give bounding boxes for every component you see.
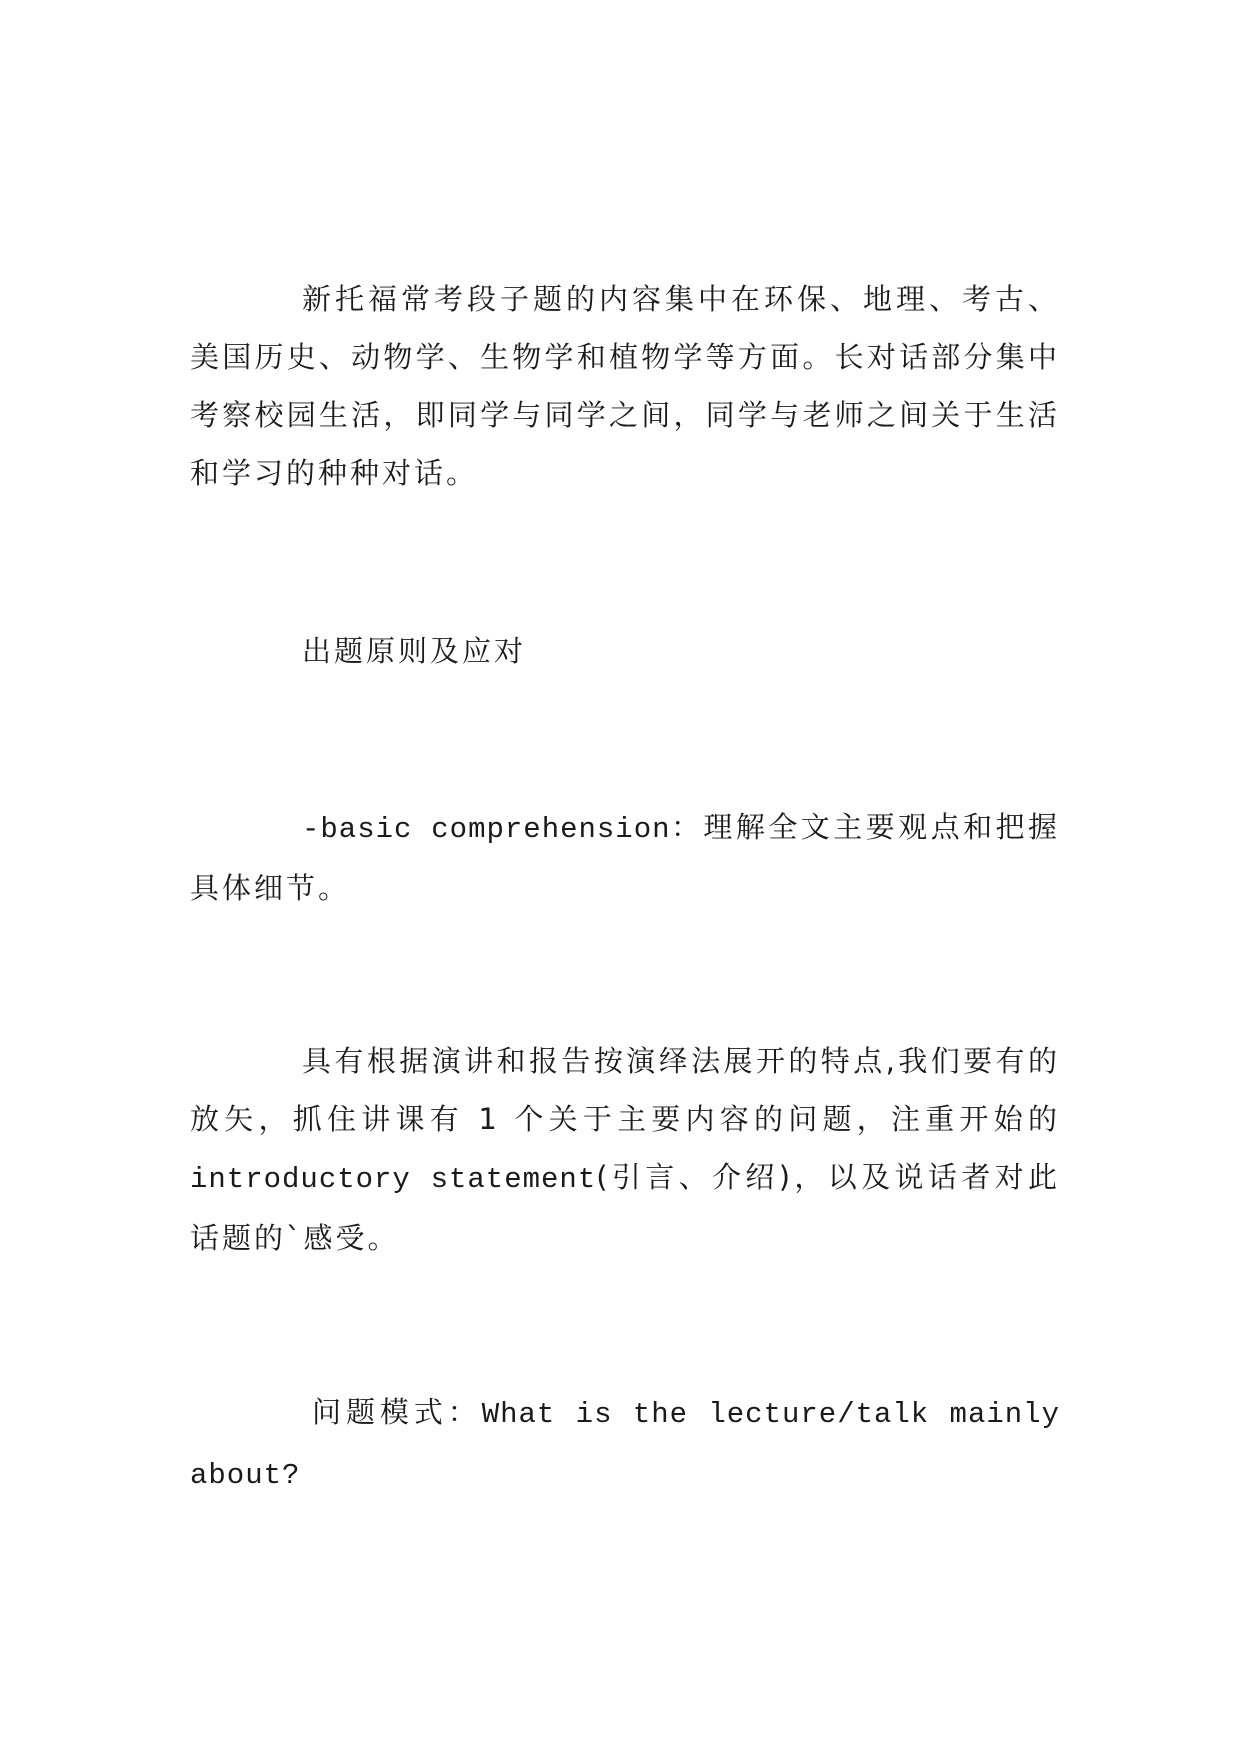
paragraph-text-before: 问题模式：: [312, 1395, 482, 1429]
paragraph-text-before: 具有根据演讲和报告按演绎法展开的特点,我们要有的放矢，抓住讲课有 1 个关于主要内容的问题，注重开始的: [190, 1044, 1060, 1136]
paragraph-question-pattern: [190, 1383, 1060, 1505]
paragraph-text-after: (引言、介绍)，以及说话者对此话题的`感受。: [190, 1160, 1060, 1255]
paragraph-term: introductory statement: [190, 1163, 597, 1196]
paragraph-toefl-topics: [190, 270, 1060, 502]
heading-text: 出题原则及应对: [302, 634, 527, 668]
paragraph-text: ：理解全文主要观点和把握具体细节。: [190, 810, 1060, 905]
paragraph-question: What is the lecture/talk mainly about?: [190, 1398, 1060, 1492]
section-heading: [190, 622, 1060, 680]
paragraph-text: 新托福常考段子题的内容集中在环保、地理、考古、美国历史、动物学、生物学和植物学等方面。长对话部分集中考察校园生活，即同学与同学之间，同学与老师之间关于生活和学习的种种对话。: [190, 282, 1060, 490]
paragraph-term: -basic comprehension: [302, 813, 671, 846]
paragraph-lecture-features: [190, 1032, 1060, 1267]
paragraph-basic-comprehension: [190, 798, 1060, 917]
